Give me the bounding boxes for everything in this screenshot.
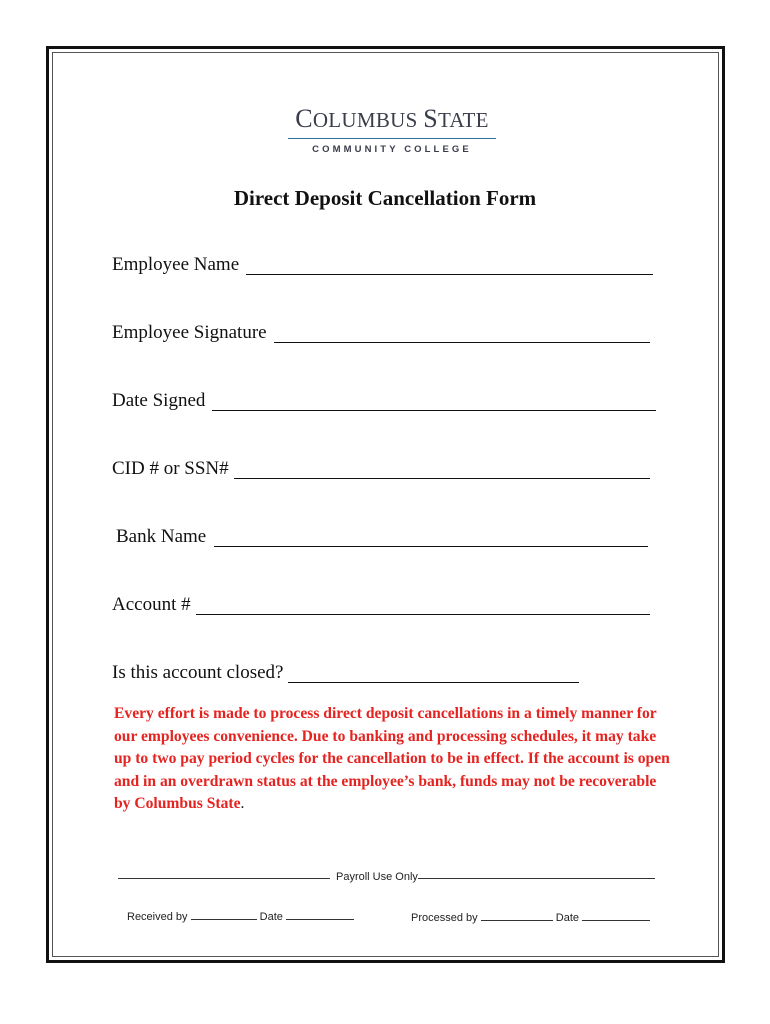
processed-date-label: Date <box>555 912 580 924</box>
received-by-field[interactable] <box>127 910 354 923</box>
cid-ssn-input-line[interactable] <box>234 478 650 479</box>
processed-date-input-line[interactable] <box>582 911 650 921</box>
employee-signature-field[interactable] <box>112 322 267 344</box>
received-by-label: Received by <box>127 911 188 923</box>
payroll-divider-left <box>118 878 330 879</box>
processed-by-label: Processed by <box>411 912 478 924</box>
payroll-use-only-label: Payroll Use Only <box>336 871 418 883</box>
account-number-label: Account # <box>112 594 191 615</box>
account-number-field[interactable] <box>112 594 191 616</box>
employee-name-input-line[interactable] <box>246 274 653 275</box>
logo-rule <box>288 138 496 139</box>
received-date-input-line[interactable] <box>286 910 354 920</box>
employee-name-label: Employee Name <box>112 254 240 275</box>
logo-wordmark: COLUMBUS STATE <box>295 104 489 133</box>
bank-name-input-line[interactable] <box>214 546 648 547</box>
account-closed-label: Is this account closed? <box>112 662 284 683</box>
employee-signature-label: Employee Signature <box>112 322 267 343</box>
payroll-divider-right <box>418 878 655 879</box>
employee-signature-input-line[interactable] <box>274 342 650 343</box>
account-number-input-line[interactable] <box>196 614 650 615</box>
form-title: Direct Deposit Cancellation Form <box>233 186 537 210</box>
logo-subtitle: COMMUNITY COLLEGE <box>312 144 472 155</box>
bank-name-field[interactable] <box>116 526 206 548</box>
date-signed-field[interactable] <box>112 390 205 412</box>
received-date-label: Date <box>259 911 283 923</box>
account-closed-input-line[interactable] <box>288 682 579 683</box>
college-logo <box>288 104 496 155</box>
cid-ssn-label: CID # or SSN# <box>112 458 229 479</box>
received-by-input-line[interactable] <box>191 910 257 920</box>
employee-name-field[interactable] <box>112 254 239 276</box>
processed-by-input-line[interactable] <box>481 911 553 921</box>
cancellation-notice: Every effort is made to process direct deposit cancellations in a timely manner for our employees convenience. Due to banking and processing schedules, it may take up to two pay period cycles for the cancellation to be in effect. If the account is open and in an overdrawn status at the employee’s bank, funds may not be recoverable by Columbus State. <box>114 705 670 812</box>
account-closed-field[interactable] <box>112 662 283 684</box>
date-signed-input-line[interactable] <box>212 410 656 411</box>
bank-name-label: Bank Name <box>116 526 207 547</box>
processed-by-field[interactable] <box>411 911 650 924</box>
cid-ssn-field[interactable] <box>112 458 229 480</box>
date-signed-label: Date Signed <box>112 390 206 411</box>
